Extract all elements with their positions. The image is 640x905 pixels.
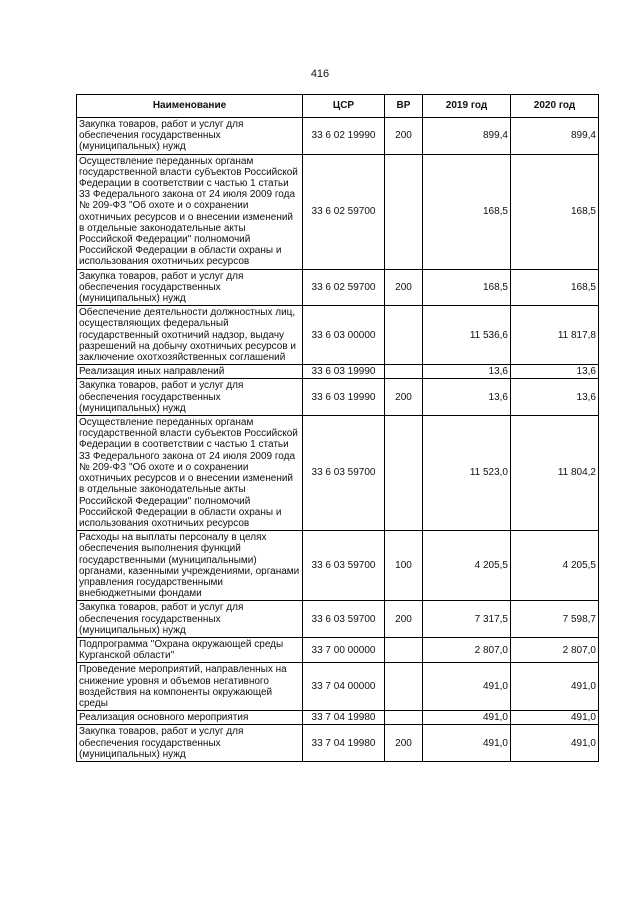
cell-y2020: 7 598,7: [511, 601, 599, 638]
cell-name: Закупка товаров, работ и услуг для обеспечения государственных (муниципальных) нужд: [77, 269, 303, 306]
table-row: [77, 379, 599, 416]
cell-csr: 33 6 03 59700: [303, 601, 385, 638]
header-csr: ЦСР: [303, 95, 385, 118]
page-number: 416: [310, 68, 330, 80]
cell-csr: 33 7 04 19980: [303, 711, 385, 725]
table-row: [77, 416, 599, 531]
header-vr: ВР: [385, 95, 423, 118]
cell-vr: 200: [385, 269, 423, 306]
cell-name: Закупка товаров, работ и услуг для обеспечения государственных (муниципальных) нужд: [77, 118, 303, 155]
cell-csr: 33 6 03 00000: [303, 306, 385, 365]
cell-name: Проведение мероприятий, направленных на снижение уровня и объемов негативного воздействия на компоненты окружающей среды: [77, 663, 303, 711]
cell-y2019: 168,5: [423, 154, 511, 269]
cell-name: Закупка товаров, работ и услуг для обеспечения государственных (муниципальных) нужд: [77, 725, 303, 762]
cell-vr: [385, 154, 423, 269]
table-row: [77, 711, 599, 725]
cell-vr: 200: [385, 601, 423, 638]
header-name: Наименование: [77, 95, 303, 118]
cell-name: Обеспечение деятельности должностных лиц, осуществляющих федеральный государственный охотничий надзор, выдачу разрешений на добычу охотничьих ресурсов и заключение охотхозяйственных соглашений: [77, 306, 303, 365]
cell-y2020: 491,0: [511, 663, 599, 711]
cell-y2020: 11 817,8: [511, 306, 599, 365]
cell-y2020: 491,0: [511, 725, 599, 762]
table-row: [77, 663, 599, 711]
table-row: [77, 601, 599, 638]
cell-csr: 33 6 03 19990: [303, 379, 385, 416]
cell-name: Подпрограмма "Охрана окружающей среды Курганской области": [77, 637, 303, 662]
table-row: [77, 118, 599, 155]
budget-table: [76, 94, 599, 762]
cell-y2019: 491,0: [423, 725, 511, 762]
cell-vr: [385, 365, 423, 379]
cell-csr: 33 6 03 19990: [303, 365, 385, 379]
cell-csr: 33 6 03 59700: [303, 416, 385, 531]
cell-vr: [385, 637, 423, 662]
table-row: [77, 637, 599, 662]
cell-csr: 33 6 02 59700: [303, 154, 385, 269]
cell-y2019: 11 523,0: [423, 416, 511, 531]
cell-y2019: 899,4: [423, 118, 511, 155]
header-2019: 2019 год: [423, 95, 511, 118]
cell-y2020: 13,6: [511, 379, 599, 416]
cell-y2019: 168,5: [423, 269, 511, 306]
cell-y2020: 4 205,5: [511, 531, 599, 601]
cell-name: Закупка товаров, работ и услуг для обеспечения государственных (муниципальных) нужд: [77, 601, 303, 638]
cell-y2019: 4 205,5: [423, 531, 511, 601]
cell-y2019: 13,6: [423, 365, 511, 379]
table-row: [77, 531, 599, 601]
cell-y2020: 13,6: [511, 365, 599, 379]
cell-csr: 33 6 02 59700: [303, 269, 385, 306]
table-row: [77, 725, 599, 762]
cell-vr: 200: [385, 725, 423, 762]
cell-vr: [385, 416, 423, 531]
cell-csr: 33 7 00 00000: [303, 637, 385, 662]
header-2020: 2020 год: [511, 95, 599, 118]
cell-vr: [385, 306, 423, 365]
table-row: [77, 306, 599, 365]
table-body: [77, 118, 599, 762]
cell-csr: 33 6 03 59700: [303, 531, 385, 601]
cell-csr: 33 6 02 19990: [303, 118, 385, 155]
cell-y2020: 11 804,2: [511, 416, 599, 531]
cell-y2019: 7 317,5: [423, 601, 511, 638]
cell-y2019: 491,0: [423, 663, 511, 711]
cell-vr: [385, 663, 423, 711]
table-header-row: [77, 95, 599, 118]
cell-name: Осуществление переданных органам государственной власти субъектов Российской Федерации в соответствии с частью 1 статьи 33 Федерального закона от 24 июля 2009 года № 209-ФЗ "Об охоте и о сохранении охотничьих ресурсов и о внесении изменений в отдельные законодательные акты Российской Федерации" полномочий Российской Федерации в области охраны и использования охотничьих ресурсов: [77, 154, 303, 269]
cell-y2019: 13,6: [423, 379, 511, 416]
cell-y2020: 491,0: [511, 711, 599, 725]
cell-name: Реализация основного мероприятия: [77, 711, 303, 725]
table-row: [77, 269, 599, 306]
cell-y2020: 168,5: [511, 269, 599, 306]
cell-name: Закупка товаров, работ и услуг для обеспечения государственных (муниципальных) нужд: [77, 379, 303, 416]
cell-vr: [385, 711, 423, 725]
cell-y2019: 491,0: [423, 711, 511, 725]
cell-y2020: 2 807,0: [511, 637, 599, 662]
cell-vr: 200: [385, 118, 423, 155]
cell-csr: 33 7 04 19980: [303, 725, 385, 762]
cell-y2020: 899,4: [511, 118, 599, 155]
cell-y2019: 11 536,6: [423, 306, 511, 365]
cell-name: Реализация иных направлений: [77, 365, 303, 379]
cell-y2020: 168,5: [511, 154, 599, 269]
cell-vr: 200: [385, 379, 423, 416]
cell-csr: 33 7 04 00000: [303, 663, 385, 711]
table-row: [77, 154, 599, 269]
cell-vr: 100: [385, 531, 423, 601]
cell-name: Расходы на выплаты персоналу в целях обеспечения выполнения функций государственными (муниципальными) органами, казенными учреждениями, органами управления государственными внебюджетными фондами: [77, 531, 303, 601]
cell-name: Осуществление переданных органам государственной власти субъектов Российской Федерации в соответствии с частью 1 статьи 33 Федерального закона от 24 июля 2009 года № 209-ФЗ "Об охоте и о сохранении охотничьих ресурсов и о внесении изменений в отдельные законодательные акты Российской Федерации" полномочий Российской Федерации в области охраны и использования охотничьих ресурсов: [77, 416, 303, 531]
table-row: [77, 365, 599, 379]
cell-y2019: 2 807,0: [423, 637, 511, 662]
